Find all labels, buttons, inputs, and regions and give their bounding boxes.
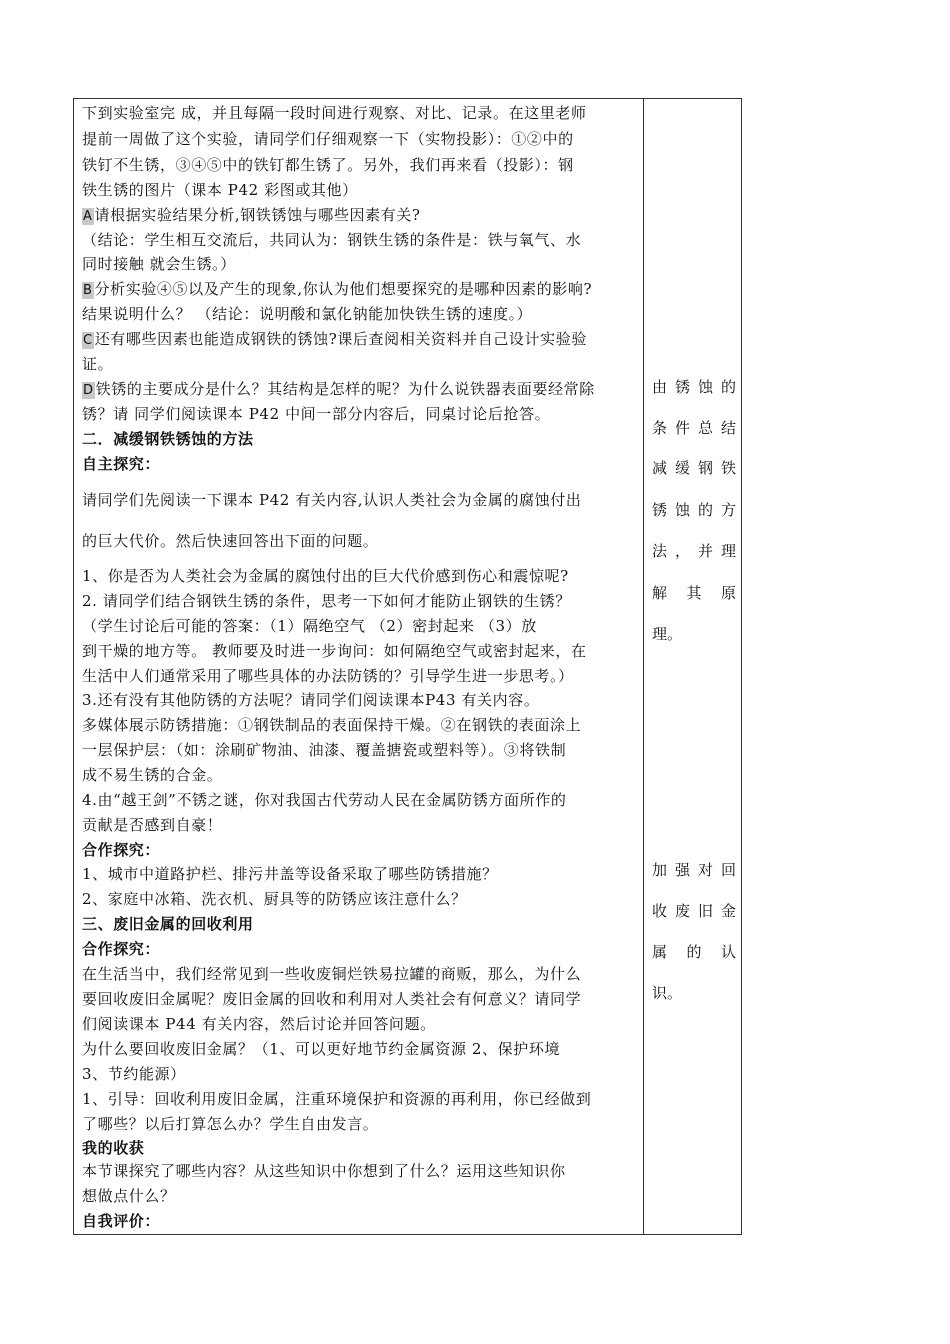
- side-note-line: 识。: [652, 984, 683, 1002]
- paragraph-line: 提前一周做了这个实验，请同学们仔细观察一下（实物投影）：①②中的: [82, 130, 574, 148]
- paragraph-line: （学生讨论后可能的答案：（1）隔绝空气 （2）密封起来 （3）放: [82, 617, 537, 635]
- paragraph-line: 到干燥的地方等。 教师要及时进一步询问：如何隔绝空气或密封起来，在: [82, 642, 587, 660]
- paragraph-line: 证。: [82, 355, 114, 373]
- question-c: [82, 329, 587, 349]
- paragraph-line: 请同学们先阅读一下课本 P42 有关内容,认识人类社会为金属的腐蚀付出: [82, 491, 582, 509]
- question-2: 2. 请同学们结合钢铁生锈的条件，思考一下如何才能防止钢铁的生锈？: [82, 592, 571, 610]
- paragraph-line: 3、节约能源）: [82, 1065, 186, 1083]
- paragraph-line: 多媒体展示防锈措施：①钢铁制品的表面保持干燥。②在钢铁的表面涂上: [82, 716, 582, 734]
- list-item: 1、城市中道路护栏、排污井盖等设备采取了哪些防锈措施？: [82, 865, 498, 883]
- paragraph-line: 为什么要回收废旧金属？（1、可以更好地节约金属资源 2、保护环境: [82, 1040, 561, 1058]
- question-3: 3.还有没有其他防锈的方法呢？请同学们阅读课本P43 有关内容。: [82, 691, 540, 709]
- column-divider: [643, 99, 644, 1234]
- question-d: [82, 379, 595, 399]
- section-heading-2: 二．减缓钢铁锈蚀的方法: [82, 430, 254, 448]
- subheading: 自我评价：: [82, 1212, 161, 1230]
- paragraph-line: 1、引导：回收利用废旧金属，注重环境保护和资源的再利用，你已经做到: [82, 1090, 592, 1108]
- question-text: 请根据实验结果分析,钢铁锈蚀与哪些因素有关?: [94, 206, 421, 224]
- question-text: 分析实验④⑤以及产生的现象,你认为他们想要探究的是哪种因素的影响?: [94, 280, 593, 298]
- question-4: 4.由“越王剑”不锈之谜，你对我国古代劳动人民在金属防锈方面所作的: [82, 791, 567, 809]
- subheading: 合作探究：: [82, 841, 161, 859]
- paragraph-line: 们阅读课本 P44 有关内容，然后讨论并回答问题。: [82, 1015, 436, 1033]
- question-b: [82, 279, 592, 299]
- question-mark-d: D: [83, 383, 94, 398]
- paragraph-line: 铁钉不生锈，③④⑤中的铁钉都生锈了。另外，我们再来看（投影）：钢: [82, 156, 574, 174]
- side-note-line: 减缓钢铁: [652, 459, 736, 477]
- side-note-line: 由锈蚀的: [652, 378, 736, 396]
- side-note-line: 锈蚀的方: [652, 501, 736, 519]
- side-note-line: 理。: [652, 625, 683, 643]
- paragraph-line: 的巨大代价。然后快速回答出下面的问题。: [82, 532, 379, 550]
- lesson-table: [73, 98, 742, 1235]
- side-note-line: 属的认: [652, 943, 736, 961]
- paragraph-line: 了哪些？以后打算怎么办？学生自由发言。: [82, 1115, 379, 1133]
- question-mark-a: A: [83, 209, 93, 224]
- paragraph-line: 结果说明什么？ （结论：说明酸和氯化钠能加快铁生锈的速度。）: [82, 305, 533, 323]
- question-mark-b: B: [83, 283, 93, 298]
- side-note-line: 收废旧金: [652, 902, 736, 920]
- paragraph-line: 在生活当中，我们经常见到一些收废铜烂铁易拉罐的商贩，那么，为什么: [82, 965, 582, 983]
- question-a: [82, 205, 421, 225]
- paragraph-line: 一层保护层：（如：涂刷矿物油、油漆、覆盖搪瓷或塑料等）。③将铁制: [82, 741, 567, 759]
- question-1: 1、你是否为人类社会为金属的腐蚀付出的巨大代价感到伤心和震惊呢?: [82, 567, 569, 585]
- section-heading-3: 三、废旧金属的回收利用: [82, 915, 254, 933]
- paragraph-line: 生活中人们通常采用了哪些具体的办法防锈的？引导学生进一步思考。）: [82, 667, 574, 685]
- paragraph-line: 本节课探究了哪些内容？从这些知识中你想到了什么？运用这些知识你: [82, 1162, 566, 1180]
- subheading: 自主探究：: [82, 455, 161, 473]
- paragraph-line: 铁生锈的图片（课本 P42 彩图或其他）: [82, 181, 358, 199]
- side-note-line: 解其原: [652, 584, 736, 602]
- subheading: 我的收获: [82, 1139, 145, 1157]
- side-note-line: 条件总结: [652, 419, 736, 437]
- paragraph-line: 要回收废旧金属呢？废旧金属的回收和利用对人类社会有何意义？请同学: [82, 990, 582, 1008]
- paragraph-line: （结论：学生相互交流后，共同认为：钢铁生锈的条件是：铁与氧气、水: [82, 231, 582, 249]
- side-note-line: 加强对回: [652, 861, 736, 879]
- paragraph-line: 贡献是否感到自豪！: [82, 816, 223, 834]
- subheading: 合作探究：: [82, 940, 161, 958]
- paragraph-line: 想做点什么？: [82, 1187, 176, 1205]
- question-mark-c: C: [83, 333, 93, 348]
- list-item: 2、家庭中冰箱、洗衣机、厨具等的防锈应该注意什么？: [82, 890, 467, 908]
- question-text: 还有哪些因素也能造成钢铁的锈蚀?课后查阅相关资料并自己设计实验验: [94, 330, 587, 348]
- paragraph-line: 锈？请 同学们阅读课本 P42 中间一部分内容后，同桌讨论后抢答。: [82, 405, 551, 423]
- paragraph-line: 成不易生锈的合金。: [82, 766, 223, 784]
- side-note-line: 法，并理: [652, 542, 736, 560]
- paragraph-line: 下到实验室完 成，并且每隔一段时间进行观察、对比、记录。在这里老师: [82, 104, 587, 122]
- question-text: 铁锈的主要成分是什么？其结构是怎样的呢？为什么说铁器表面要经常除: [95, 380, 595, 398]
- paragraph-line: 同时接触 就会生锈。）: [82, 255, 236, 273]
